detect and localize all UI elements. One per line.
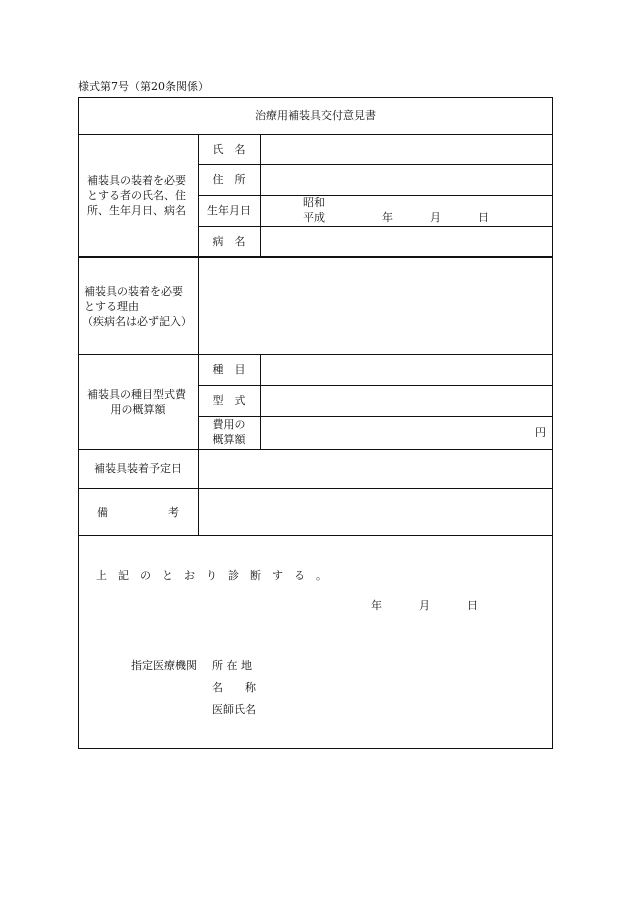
row-divider (198, 195, 553, 196)
declaration-text: 上 記 の と お り 診 断 す る 。 (96, 569, 327, 582)
column-divider (260, 134, 261, 256)
row-divider (198, 164, 553, 165)
scheduled-date-field[interactable] (200, 451, 551, 487)
disease-label: 病 名 (212, 235, 246, 248)
declaration-year-unit: 年 (371, 599, 382, 612)
row-divider (78, 535, 553, 536)
location-label: 所 在 地 (212, 659, 252, 672)
section2-label-line: （疾病名は必ず記入） (82, 315, 192, 328)
row-divider (198, 416, 553, 417)
row-divider (78, 449, 553, 450)
doctor-name-label: 医師氏名 (212, 703, 256, 716)
row-divider (78, 134, 553, 135)
column-divider (260, 354, 261, 449)
birthdate-label: 生年月日 (207, 204, 251, 217)
name-field[interactable] (262, 136, 551, 163)
row-divider (78, 354, 553, 355)
row-divider (198, 226, 553, 227)
remarks-field[interactable] (200, 490, 551, 534)
disease-field[interactable] (262, 228, 551, 255)
remarks-label: 考 (168, 506, 179, 519)
institution-name-label: 名 称 (212, 681, 256, 694)
era-heisei: 平成 (303, 211, 325, 224)
declaration-day-unit: 日 (467, 599, 478, 612)
section1-label-line: 所、生年月日、病名 (87, 204, 186, 217)
model-label: 型 式 (212, 394, 246, 407)
reason-field[interactable] (200, 258, 551, 353)
address-field[interactable] (262, 166, 551, 194)
birth-year-unit: 年 (382, 211, 393, 224)
yen-unit: 円 (535, 426, 546, 439)
type-label: 種 目 (212, 363, 246, 376)
cost-field[interactable] (262, 418, 532, 448)
form-number: 様式第7号（第20条関係） (78, 80, 209, 93)
row-divider (198, 385, 553, 386)
section1-label-line: 補装具の装着を必要 (87, 174, 186, 187)
form-title: 治療用補装具交付意見書 (255, 109, 376, 122)
institution-label: 指定医療機関 (131, 659, 197, 672)
model-field[interactable] (262, 387, 551, 415)
type-field[interactable] (262, 356, 551, 384)
declaration-month-unit: 月 (419, 599, 430, 612)
cost-label-line: 概算額 (212, 433, 246, 446)
row-divider (78, 488, 553, 489)
section3-label-line: 用の概算額 (110, 403, 166, 416)
name-label: 氏 名 (212, 143, 246, 156)
remarks-label: 備 (97, 506, 108, 519)
address-label: 住 所 (212, 173, 246, 186)
birth-month-unit: 月 (430, 211, 441, 224)
section3-label-line: 補装具の種目型式費 (87, 388, 186, 401)
section1-label-line: とする者の氏名、住 (87, 189, 186, 202)
section2-label-line: とする理由 (84, 300, 139, 313)
cost-label-line: 費用の (212, 418, 246, 431)
era-showa: 昭和 (303, 196, 325, 209)
section2-label-line: 補装具の装着を必要 (84, 285, 183, 298)
column-divider (198, 134, 199, 535)
scheduled-date-label: 補装具装着予定日 (94, 462, 182, 475)
birth-day-unit: 日 (478, 211, 489, 224)
